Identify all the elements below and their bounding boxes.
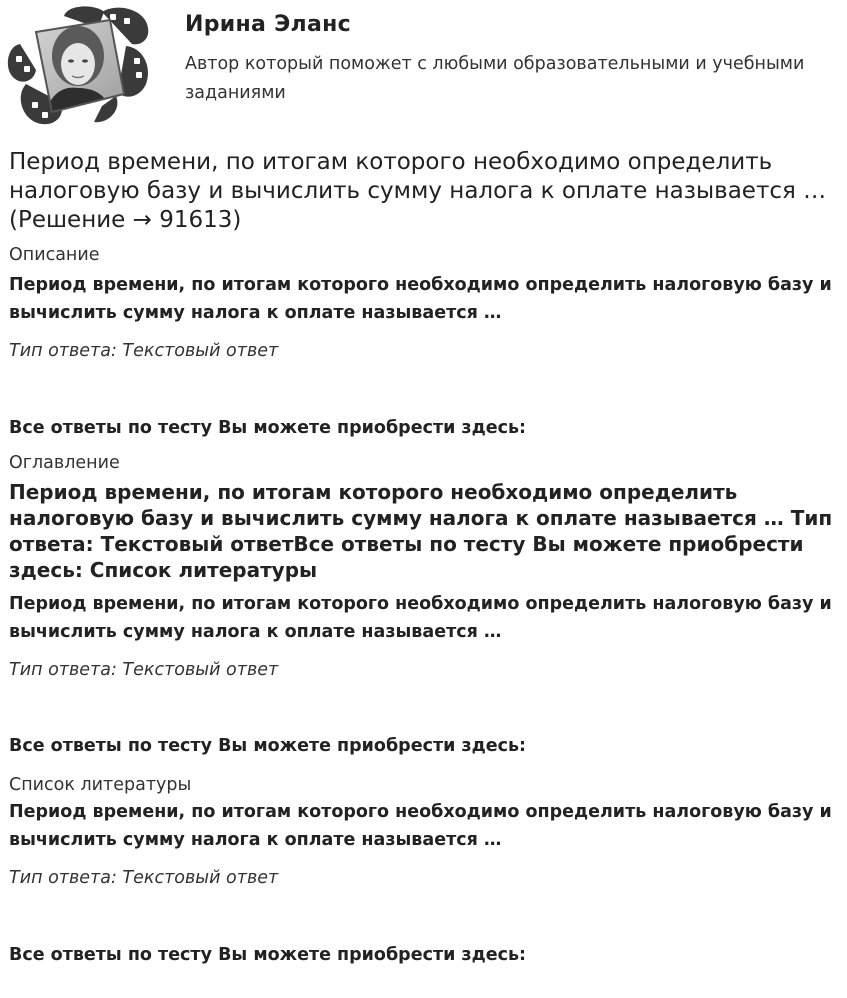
question-text: Период времени, по итогам которого необходимо определить налоговую базу и вычислить сумму налога к оплате называется … bbox=[9, 275, 832, 323]
buy-text: Все ответы по тесту Вы можете приобрести здесь: bbox=[9, 945, 527, 965]
answer-type: Тип ответа: Текстовый ответ bbox=[9, 660, 279, 680]
avatar bbox=[6, 6, 152, 128]
literature-section bbox=[9, 774, 837, 966]
description-section bbox=[9, 244, 837, 439]
section-label-toc: Оглавление bbox=[9, 453, 120, 473]
main-content bbox=[9, 148, 837, 966]
question-text: Период времени, по итогам которого необходимо определить налоговую базу и вычислить сумму налога к оплате называется … bbox=[9, 594, 832, 642]
answer-type: Тип ответа: Текстовый ответ bbox=[9, 868, 279, 888]
author-photo-frame bbox=[6, 6, 152, 128]
buy-text: Все ответы по тесту Вы можете приобрести здесь: bbox=[9, 418, 527, 438]
toc-section bbox=[9, 452, 837, 757]
author-name: Ирина Эланс bbox=[185, 12, 351, 37]
page-title: Период времени, по итогам которого необходимо определить налоговую базу и вычислить сумму налога к оплате называется … (Решение → 91613) bbox=[9, 149, 827, 233]
section-label-literature: Список литературы bbox=[9, 775, 192, 795]
buy-text: Все ответы по тесту Вы можете приобрести здесь: bbox=[9, 736, 527, 756]
answer-type: Тип ответа: Текстовый ответ bbox=[9, 341, 279, 361]
author-description: Автор который поможет с любыми образовательными и учебными заданиями bbox=[185, 54, 805, 103]
question-text: Период времени, по итогам которого необходимо определить налоговую базу и вычислить сумму налога к оплате называется … bbox=[9, 802, 832, 850]
author-header bbox=[0, 0, 847, 135]
section-label-description: Описание bbox=[9, 245, 100, 265]
toc-heading: Период времени, по итогам которого необходимо определить налоговую базу и вычислить сумму налога к оплате называется … Тип ответа: Текстовый ответВсе ответы по тесту Вы можете приобрести здесь: Список литературы bbox=[9, 480, 833, 582]
